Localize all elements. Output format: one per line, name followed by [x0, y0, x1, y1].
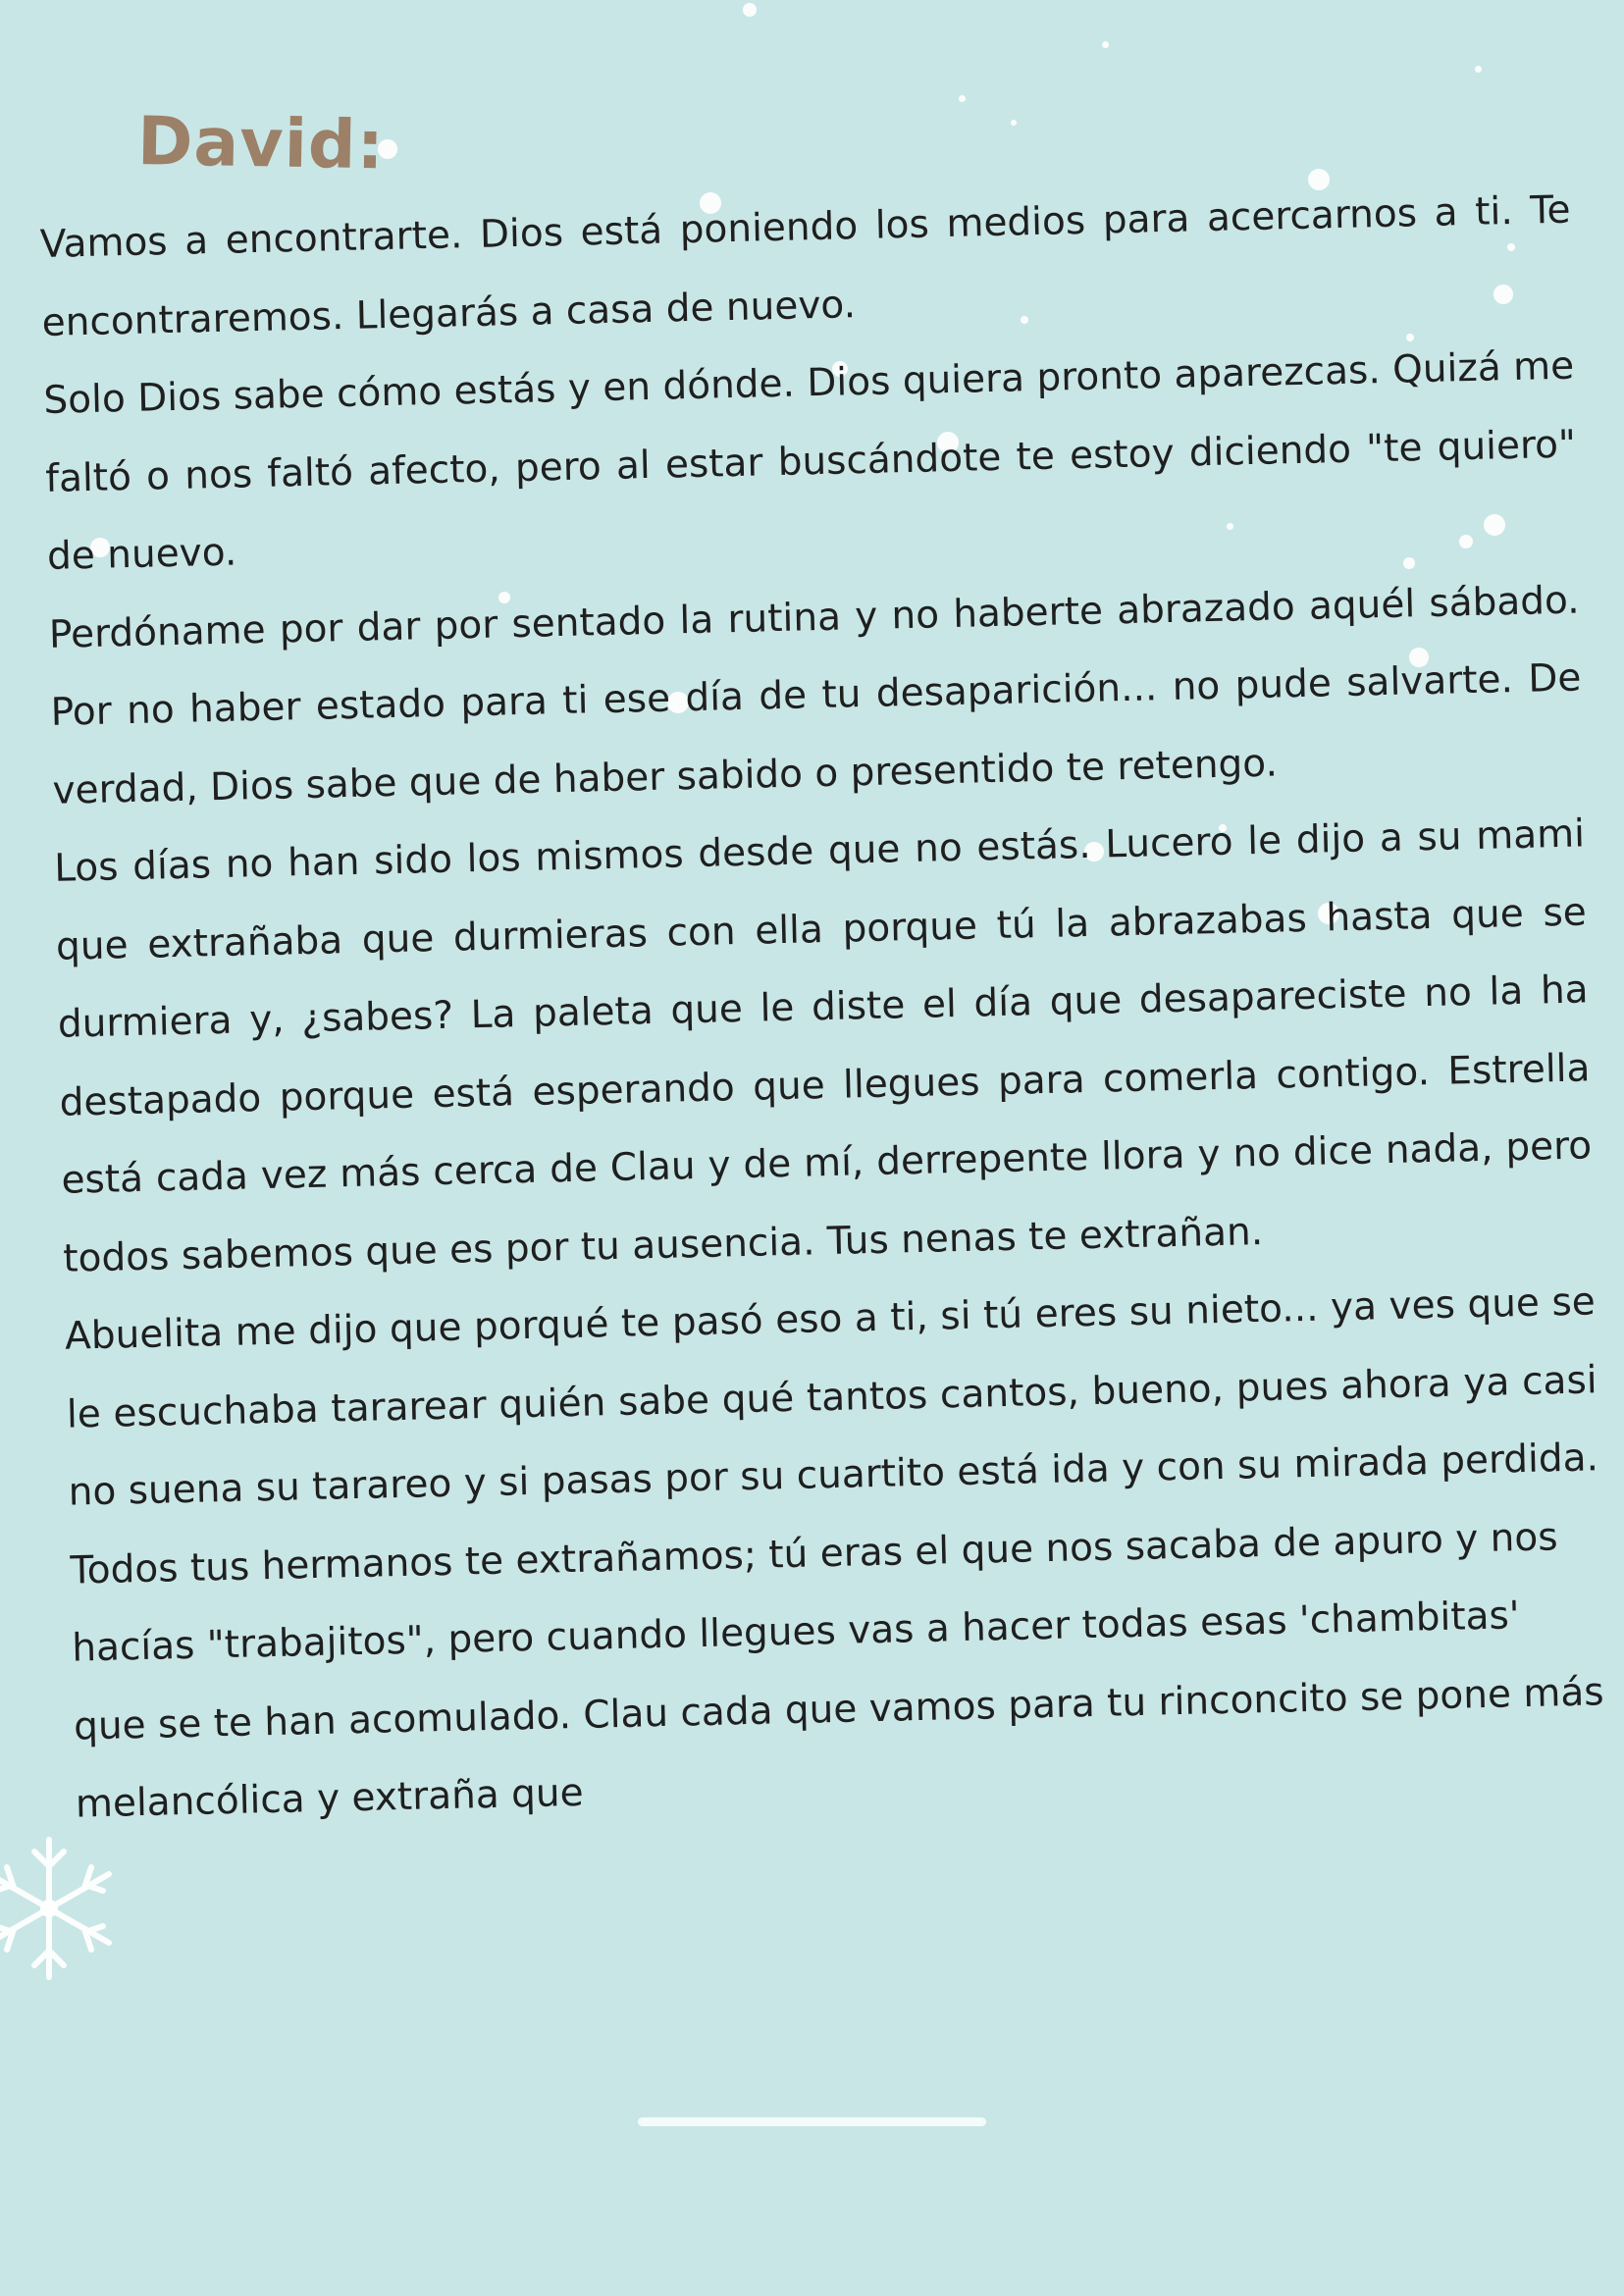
snow-dot — [1475, 66, 1482, 73]
snow-dot — [959, 95, 966, 102]
snow-dot — [743, 3, 757, 17]
snowflake-icon — [0, 1830, 123, 1987]
paragraph: Abuelita me dijo que porqué te pasó eso a ti, si tú eres su nieto... ya ves que se le escuchaba tararear quién sabe qué tantos cantos, bueno, pues ahora ya casi no suena su tarareo y si pasas por su cuartito está ida y con su mirada perdida. — [64, 1279, 1599, 1515]
snow-dot — [1102, 41, 1109, 48]
paragraph: Solo Dios sabe cómo estás y en dónde. Dios quiera pronto aparezcas. Quizá me faltó o nos faltó afecto, pero al estar buscándote te estoy diciendo "te quiero" de nuevo. — [42, 343, 1577, 579]
paragraph: Todos tus hermanos te extrañamos; tú eras el que nos sacaba de apuro y nos hacías "trabajitos", pero cuando llegues vas a hacer todas esas 'chambitas' que se te han acomulado. Clau cada que vamos para tu rinconcito se pone más melancólica y extraña que — [70, 1514, 1604, 1827]
letter-body — [39, 172, 1606, 1844]
paragraph: Los días no han sido los mismos desde que no estás. Lucero le dijo a su mami que extrañaba que durmieras con ella porque tú la abrazabas hasta que se durmiera y, ¿sabes? La paleta que le diste el día que desapareciste no la ha destapado porque está esperando que llegues para comerla contigo. Estrella está cada vez más cerca de Clau y de mí, derrepente llora y no dice nada, pero todos sabemos que es por tu ausencia. Tus nenas te extrañan. — [53, 811, 1593, 1281]
recipient-title: David: — [136, 103, 386, 185]
bottom-divider — [638, 2117, 986, 2126]
snow-dot — [1011, 120, 1017, 126]
paragraph: Vamos a encontrarte. Dios está poniendo los medios para acercarnos a ti. Te encontraremos. Llegarás a casa de nuevo. — [39, 187, 1572, 345]
paragraph: Perdóname por dar por sentado la rutina y no haberte abrazado aquél sábado. Por no haber estado para ti ese día de tu desaparición... no pude salvarte. De verdad, Dios sabe que de haber sabido o presentido te retengo. — [48, 578, 1582, 813]
